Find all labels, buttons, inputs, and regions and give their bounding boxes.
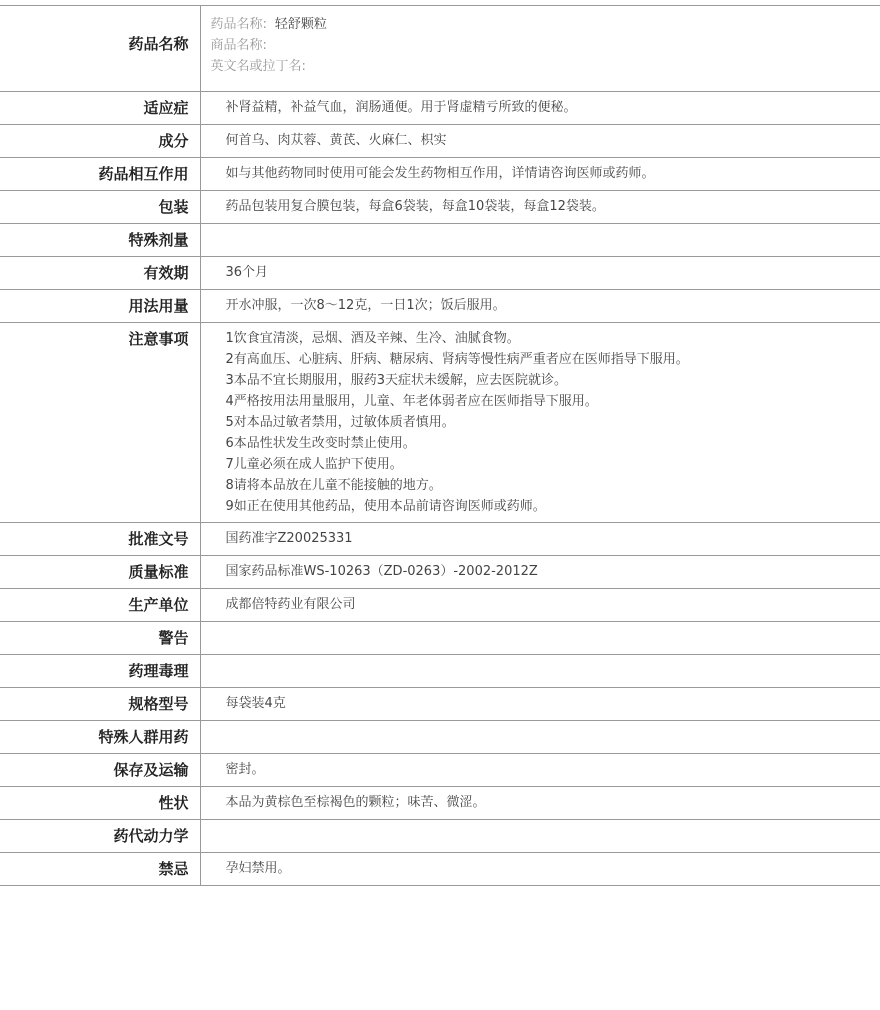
spec-row <box>0 820 880 853</box>
spec-row <box>0 655 880 688</box>
generic-name-label: 药品名称: <box>210 17 267 32</box>
spec-row <box>0 92 880 125</box>
spec-row-value: 药品包装用复合膜包装，每盒6袋装，每盒10袋装，每盒12袋装。 <box>200 191 880 224</box>
spec-row <box>0 290 880 323</box>
spec-row-label: 成分 <box>0 125 200 158</box>
spec-row-value: 密封。 <box>200 754 880 787</box>
spec-row-label: 适应症 <box>0 92 200 125</box>
precaution-item: 9如正在使用其他药品，使用本品前请咨询医师或药师。 <box>225 499 546 514</box>
spec-row-value: 开水冲服，一次8～12克，一日1次；饭后服用。 <box>200 290 880 323</box>
precaution-item: 4严格按用法用量服用，儿童、年老体弱者应在医师指导下服用。 <box>225 394 598 409</box>
spec-rows-top <box>0 92 880 323</box>
spec-row-label: 药品相互作用 <box>0 158 200 191</box>
spec-row <box>0 523 880 556</box>
precaution-item: 3本品不宜长期服用，服药3天症状未缓解，应去医院就诊。 <box>225 373 568 388</box>
spec-row-label: 批准文号 <box>0 523 200 556</box>
spec-row-label: 保存及运输 <box>0 754 200 787</box>
spec-row <box>0 191 880 224</box>
spec-row-value <box>200 224 880 257</box>
precautions-list <box>200 323 880 523</box>
spec-rows-bottom <box>0 523 880 886</box>
drug-name-cell <box>200 6 880 92</box>
spec-row-value: 国家药品标准WS-10263（ZD-0263）-2002-2012Z <box>200 556 880 589</box>
spec-row <box>0 721 880 754</box>
drug-name-label: 药品名称 <box>0 6 200 92</box>
precautions-row <box>0 323 880 523</box>
precaution-item: 2有高血压、心脏病、肝病、糖尿病、肾病等慢性病严重者应在医师指导下服用。 <box>225 352 689 367</box>
precaution-item: 5对本品过敏者禁用，过敏体质者慎用。 <box>225 415 455 430</box>
precaution-item: 6本品性状发生改变时禁止使用。 <box>225 436 416 451</box>
spec-row-label: 特殊剂量 <box>0 224 200 257</box>
spec-row-value: 国药准字Z20025331 <box>200 523 880 556</box>
spec-row-value: 每袋装4克 <box>200 688 880 721</box>
spec-row-value: 何首乌、肉苁蓉、黄芪、火麻仁、枳实 <box>200 125 880 158</box>
spec-row-label: 有效期 <box>0 257 200 290</box>
spec-row-value: 如与其他药物同时使用可能会发生药物相互作用，详情请咨询医师或药师。 <box>200 158 880 191</box>
spec-row-label: 质量标准 <box>0 556 200 589</box>
spec-row-value: 成都倍特药业有限公司 <box>200 589 880 622</box>
spec-row-label: 规格型号 <box>0 688 200 721</box>
spec-row-label: 包装 <box>0 191 200 224</box>
spec-row <box>0 622 880 655</box>
drug-name-row <box>0 6 880 92</box>
trade-name-label: 商品名称: <box>210 38 267 53</box>
spec-row <box>0 589 880 622</box>
spec-row-value <box>200 622 880 655</box>
spec-row-value: 本品为黄棕色至棕褐色的颗粒；味苦、微涩。 <box>200 787 880 820</box>
spec-row-label: 禁忌 <box>0 853 200 886</box>
spec-row-label: 生产单位 <box>0 589 200 622</box>
precautions-label: 注意事项 <box>0 323 200 523</box>
spec-row-label: 性状 <box>0 787 200 820</box>
english-name-label: 英文名或拉丁名: <box>210 59 306 74</box>
drug-spec-table <box>0 5 880 886</box>
spec-row <box>0 158 880 191</box>
spec-row-value: 补肾益精，补益气血，润肠通便。用于肾虚精亏所致的便秘。 <box>200 92 880 125</box>
spec-row-label: 药代动力学 <box>0 820 200 853</box>
spec-row-label: 特殊人群用药 <box>0 721 200 754</box>
generic-name-line <box>211 14 880 35</box>
spec-row <box>0 688 880 721</box>
spec-row <box>0 853 880 886</box>
precaution-item: 7儿童必须在成人监护下使用。 <box>225 457 403 472</box>
spec-row-label: 警告 <box>0 622 200 655</box>
spec-row <box>0 224 880 257</box>
spec-row <box>0 556 880 589</box>
spec-row-label: 药理毒理 <box>0 655 200 688</box>
spec-row-label: 用法用量 <box>0 290 200 323</box>
trade-name-line <box>211 35 880 56</box>
spec-row <box>0 125 880 158</box>
spec-row-value <box>200 655 880 688</box>
spec-row-value <box>200 820 880 853</box>
precaution-item: 1饮食宜清淡，忌烟、酒及辛辣、生冷、油腻食物。 <box>225 331 520 346</box>
precaution-item: 8请将本品放在儿童不能接触的地方。 <box>225 478 442 493</box>
spec-row-value: 孕妇禁用。 <box>200 853 880 886</box>
spec-row <box>0 257 880 290</box>
spec-row-value <box>200 721 880 754</box>
spec-row <box>0 787 880 820</box>
english-name-line <box>211 56 880 77</box>
spec-row <box>0 754 880 787</box>
generic-name-value: 轻舒颗粒 <box>274 17 327 32</box>
spec-row-value: 36个月 <box>200 257 880 290</box>
